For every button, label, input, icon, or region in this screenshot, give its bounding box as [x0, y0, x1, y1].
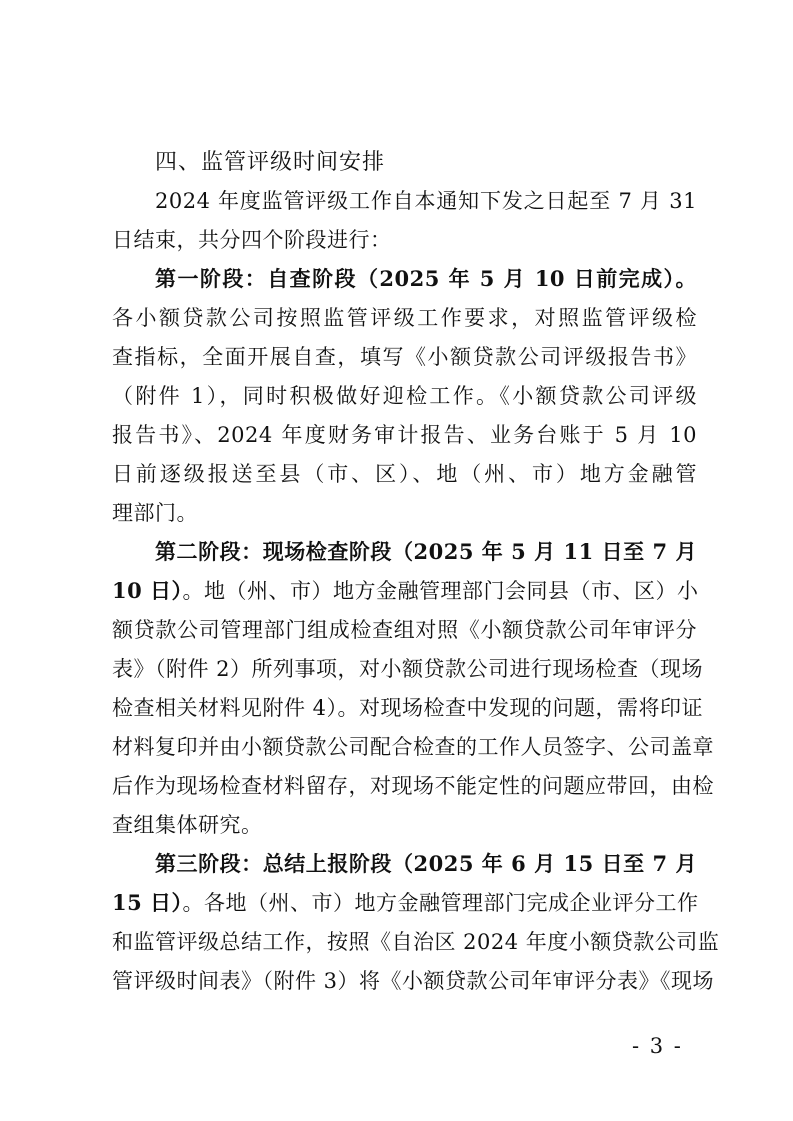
- stage1-title: 第一阶段：自查阶段（2025 年 5 月 10 日前完成）。: [155, 266, 697, 291]
- section-heading: 四、监管评级时间安排: [155, 150, 386, 175]
- stage2-line-1: [112, 574, 697, 608]
- intro-line-2: 日结束，共分四个阶段进行：: [112, 228, 392, 252]
- intro-line-1: 2024 年度监管评级工作自本通知下发之日起至 7 月 31: [155, 189, 697, 213]
- stage3-line-1-text: 。各地（州、市）地方金融管理部门完成企业评分工作: [182, 891, 699, 915]
- stage1-line-4: （附件 1），同时积极做好迎检工作。《小额贷款公司评级: [112, 384, 697, 408]
- stage1-line-7: 理部门。: [112, 501, 198, 525]
- stage2-line-7: 查组集体研究。: [112, 813, 263, 837]
- page-number: - 3 -: [632, 1034, 683, 1058]
- stage3-line-1: [112, 886, 697, 920]
- stage1-line-6: 日前逐级报送至县（市、区）、地（州、市）地方金融管: [112, 462, 697, 486]
- stage2-line-2: 额贷款公司管理部门组成检查组对照《小额贷款公司年审评分: [112, 618, 697, 642]
- stage3-line-2: 和监管评级总结工作，按照《自治区 2024 年度小额贷款公司监: [112, 930, 720, 954]
- stage2-line-4: 检查相关材料见附件 4）。对现场检查中发现的问题，需将印证: [112, 696, 704, 720]
- stage3-line-3: 管评级时间表》（附件 3）将《小额贷款公司年审评分表》《现场: [112, 969, 715, 993]
- stage1-line-5: 报告书》、2024 年度财务审计报告、业务台账于 5 月 10: [112, 423, 697, 447]
- stage1-line-2: 各小额贷款公司按照监管评级工作要求，对照监管评级检: [112, 306, 697, 330]
- stage2-line-3: 表》（附件 2）所列事项，对小额贷款公司进行现场检查（现场: [112, 657, 704, 681]
- stage2-title: 第二阶段：现场检查阶段（2025 年 5 月 11 日至 7 月: [155, 539, 697, 564]
- stage1-line-3: 查指标，全面开展自查，填写《小额贷款公司评级报告书》: [112, 345, 697, 369]
- stage2-line-6: 后作为现场检查材料留存，对现场不能定性的问题应带回，由检: [112, 774, 714, 798]
- stage3-title: 第三阶段：总结上报阶段（2025 年 6 月 15 日至 7 月: [155, 851, 697, 876]
- stage3-title-end: 15 日）: [112, 890, 183, 915]
- stage2-line-1-text: 。地（州、市）地方金融管理部门会同县（市、区）小: [182, 579, 699, 603]
- stage2-title-end: 10 日）: [112, 578, 183, 603]
- stage2-line-5: 材料复印并由小额贷款公司配合检查的工作人员签字、公司盖章: [112, 735, 714, 759]
